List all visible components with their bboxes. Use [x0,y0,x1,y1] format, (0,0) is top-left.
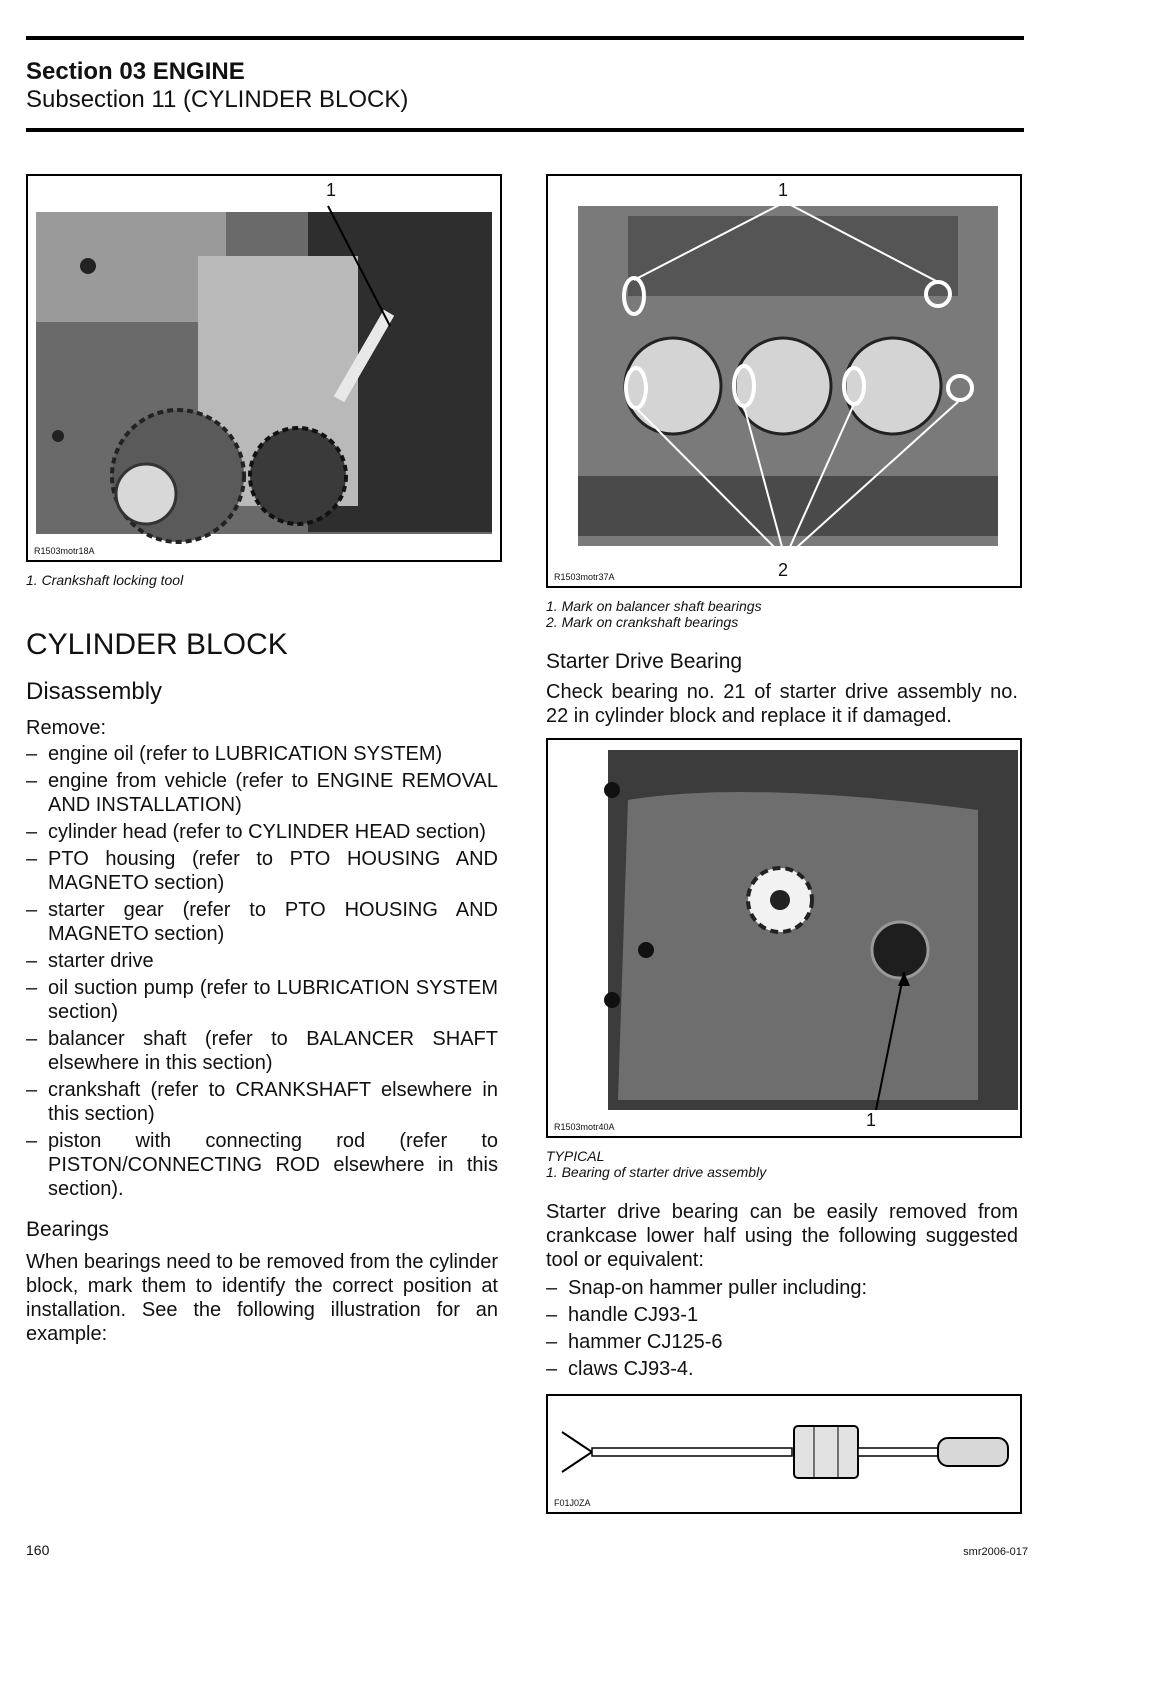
remove-list [26,742,498,1204]
list-item: – piston with connecting rod (refer to PISTON/CONNECTING ROD elsewhere in this section). [26,1129,498,1201]
hammer-puller-tool-illustration [548,1396,1020,1512]
starter-drive-photo-illustration [548,740,1020,1136]
figure3-reference: R1503motr40A [554,1122,615,1132]
bearings-paragraph: When bearings need to be removed from the cylinder block, mark them to identify the correct position at installation. See the following illustration for an example: [26,1251,498,1345]
figure3-caption: 1. Bearing of starter drive assembly [546,1164,767,1180]
figure4-reference: F01J0ZA [554,1498,591,1508]
figure2-caption-1: 1. Mark on balancer shaft bearings [546,598,762,614]
crankshaft-photo-illustration [28,176,500,560]
list-item: – oil suction pump (refer to LUBRICATION SYSTEM section) [26,976,498,1024]
remove-label: Remove: [26,717,107,739]
list-item: – engine oil (refer to LUBRICATION SYSTEM) [26,742,498,766]
list-item: – hammer CJ125-6 [546,1330,1018,1354]
list-item: – starter gear (refer to PTO HOUSING AND MAGNETO section) [26,898,498,946]
figure3-typical-label: TYPICAL [546,1148,605,1164]
figure1-caption: 1. Crankshaft locking tool [26,572,184,588]
bearings-heading: Bearings [26,1218,109,1241]
header-top-rule [26,36,1024,40]
page-number: 160 [26,1542,50,1558]
figure1-callout-1: 1 [326,180,337,200]
figure2-callout-1: 1 [778,180,789,200]
list-item: – handle CJ93-1 [546,1303,1018,1327]
figure3-callout-1: 1 [866,1110,877,1130]
header-bottom-rule [26,128,1024,132]
figure-starter-drive-bearing [546,738,1022,1138]
list-item: – crankshaft (refer to CRANKSHAFT elsewhere in this section) [26,1078,498,1126]
cylinder-block-heading: CYLINDER BLOCK [26,628,288,661]
starter-drive-bearing-heading: Starter Drive Bearing [546,650,743,673]
list-item: – starter drive [26,949,498,973]
list-item: – balancer shaft (refer to BALANCER SHAFT elsewhere in this section) [26,1027,498,1075]
figure1-reference: R1503motr18A [34,546,95,556]
figure-crankshaft-locking-tool [26,174,502,562]
starter-removal-paragraph: Starter drive bearing can be easily removed from crankcase lower half using the following suggested tool or equivalent: [546,1201,1018,1271]
cylinder-block-photo-illustration [548,176,1020,586]
list-item: – Snap-on hammer puller including: [546,1276,1018,1300]
figure-bearing-marks [546,174,1022,588]
list-item: – cylinder head (refer to CYLINDER HEAD section) [26,820,498,844]
list-item: – claws CJ93-4. [546,1357,1018,1381]
figure2-caption-2: 2. Mark on crankshaft bearings [546,614,739,630]
starter-drive-paragraph: Check bearing no. 21 of starter drive assembly no. 22 in cylinder block and replace it if damaged. [546,681,1018,727]
document-code: smr2006-017 [963,1546,1028,1558]
section-title: Section 03 ENGINE [26,58,245,85]
figure2-callout-2: 2 [778,560,789,580]
list-item: – PTO housing (refer to PTO HOUSING AND MAGNETO section) [26,847,498,895]
figure-hammer-puller [546,1394,1022,1514]
tool-list [546,1276,1018,1384]
disassembly-heading: Disassembly [26,678,163,705]
subsection-title: Subsection 11 (CYLINDER BLOCK) [26,86,409,113]
list-item: – engine from vehicle (refer to ENGINE REMOVAL AND INSTALLATION) [26,769,498,817]
figure2-reference: R1503motr37A [554,572,615,582]
